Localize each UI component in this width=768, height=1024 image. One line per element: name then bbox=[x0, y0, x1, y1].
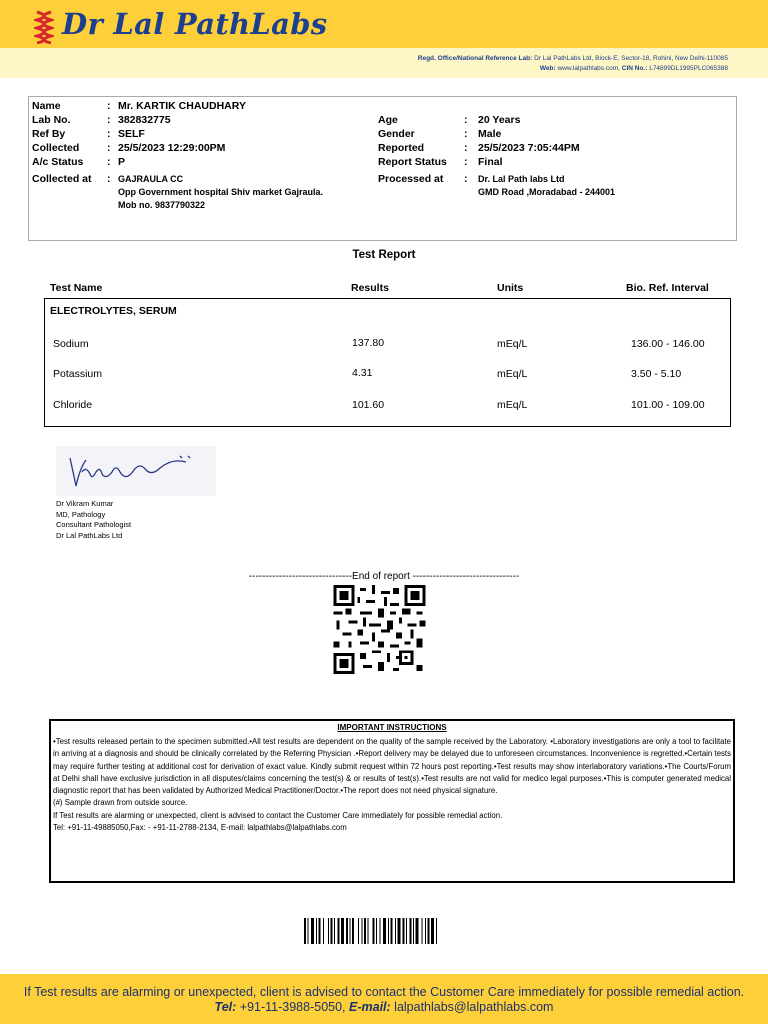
ac-status-label: A/c Status bbox=[32, 156, 84, 168]
column-header-test-name: Test Name bbox=[50, 282, 103, 294]
qr-code-icon bbox=[333, 585, 426, 674]
table-row-result: 137.80 bbox=[352, 337, 385, 349]
collected-at-line1: GAJRAULA CC bbox=[118, 174, 184, 184]
results-table bbox=[44, 298, 731, 427]
barcode-icon bbox=[304, 918, 472, 944]
table-row-name: Chloride bbox=[53, 399, 93, 411]
table-row-unit: mEq/L bbox=[497, 338, 528, 350]
important-instructions-box bbox=[49, 719, 735, 883]
age-label: Age bbox=[378, 114, 398, 126]
report-status-label: Report Status bbox=[378, 156, 447, 168]
collected-at-line3: Mob no. 9837790322 bbox=[118, 200, 206, 210]
instructions-title: IMPORTANT INSTRUCTIONS bbox=[337, 723, 447, 732]
gender-label: Gender bbox=[378, 128, 415, 140]
reported-value: 25/5/2023 7:05:44PM bbox=[478, 142, 580, 154]
signatory-title: Consultant Pathologist bbox=[56, 520, 132, 529]
lab-no-value: 382832775 bbox=[118, 114, 171, 126]
ref-by-label: Ref By bbox=[32, 128, 66, 140]
reported-label: Reported bbox=[378, 142, 425, 154]
table-row-ref: 3.50 - 5.10 bbox=[631, 368, 682, 380]
table-row-ref: 136.00 - 146.00 bbox=[631, 338, 705, 350]
table-row-result: 101.60 bbox=[352, 399, 385, 411]
test-report-title: Test Report bbox=[352, 249, 416, 261]
column-header-units: Units bbox=[497, 282, 524, 294]
test-group-title: ELECTROLYTES, SERUM bbox=[50, 305, 177, 317]
collected-at-line2: Opp Government hospital Shiv market Gajraula. bbox=[118, 187, 324, 197]
ac-status-value: P bbox=[118, 156, 126, 168]
age-value: 20 Years bbox=[478, 114, 521, 126]
table-row-name: Potassium bbox=[53, 368, 103, 380]
processed-at-label: Processed at bbox=[378, 173, 444, 185]
signature-image bbox=[56, 446, 216, 496]
instructions-paragraph: •Test results released pertain to the specimen submitted.•All test results are dependent on the quality of the sample received by the Laboratory. •Laboratory investigations are only a tool to facilitate in arriving at a diagnosis and should be clinically correlated by the Referring Physician .•Report delivery may be delayed due to unforeseen circumstances. Inconvenience is regretted.•Certain tests may require further testing at additional cost for derivation of exact value. Kindly submit request within 72 hours post reporting.•Test results may show interlaboratory variations.•The Courts/Forum at Delhi shall have exclusive jurisdiction in all disputes/claims concerning the test(s) & or results of test(s).•Test results are not valid for medico legal purposes.•This is computer generated medical diagnostic report that has been validated by Authorized Medical Practitioner/Doctor.•The report does not need physical signature. bbox=[53, 737, 731, 796]
collected-at-label: Collected at bbox=[32, 173, 92, 185]
name-label: Name bbox=[32, 100, 61, 112]
brand-logo-text: Dr Lal PathLabs bbox=[62, 7, 328, 41]
table-row-result: 4.31 bbox=[352, 367, 373, 379]
column-header-results: Results bbox=[351, 282, 389, 294]
ref-by-value: SELF bbox=[118, 128, 145, 140]
dna-logo-icon bbox=[34, 10, 54, 44]
patient-name: Mr. KARTIK CHAUDHARY bbox=[118, 100, 246, 112]
processed-at-line2: GMD Road ,Moradabad - 244001 bbox=[478, 187, 616, 197]
end-of-report: -------------------------------End of report -------------------------------- bbox=[248, 571, 520, 582]
footer-contact: Tel: +91-11-3988-5050, E-mail: lalpathlabs@lalpathlabs.com bbox=[214, 1000, 554, 1014]
collected-label: Collected bbox=[32, 142, 80, 154]
table-row-ref: 101.00 - 109.00 bbox=[631, 399, 705, 411]
table-row-name: Sodium bbox=[53, 338, 89, 350]
instructions-body bbox=[53, 736, 731, 834]
instructions-contact: Tel: +91-11-49885050,Fax: - +91-11-2788-2134, E-mail: lalpathlabs@lalpathlabs.com bbox=[53, 823, 347, 833]
lab-no-label: Lab No. bbox=[32, 114, 71, 126]
table-row-unit: mEq/L bbox=[497, 368, 528, 380]
signatory-degree: MD, Pathology bbox=[56, 509, 106, 519]
gender-value: Male bbox=[478, 128, 502, 140]
collected-value: 25/5/2023 12:29:00PM bbox=[118, 142, 226, 154]
signatory-org: Dr Lal PathLabs Ltd bbox=[56, 530, 123, 540]
column-header-ref-interval: Bio. Ref. Interval bbox=[626, 282, 709, 294]
report-status-value: Final bbox=[478, 156, 503, 168]
signatory-name: Dr Vikram Kumar bbox=[56, 499, 114, 508]
footer-bar bbox=[0, 974, 768, 1024]
processed-at-line1: Dr. Lal Path labs Ltd bbox=[478, 174, 565, 184]
instructions-paragraph: (#) Sample drawn from outside source. bbox=[53, 798, 188, 808]
instructions-paragraph: If Test results are alarming or unexpected, client is advised to contact the Customer Care immediately for possible remedial action. bbox=[53, 810, 503, 820]
table-row-unit: mEq/L bbox=[497, 399, 528, 411]
registered-office-info: Regd. Office/National Reference Lab: Dr Lal PathLabs Ltd, Block-E, Sector-18, Rohini, New Delhi-110085 Web: www.lalpathlabs.com, CIN No.: L74899DL1995PLC065388 bbox=[417, 55, 728, 72]
signatory-details bbox=[56, 499, 131, 541]
footer-notice: If Test results are alarming or unexpected, client is advised to contact the Customer Care immediately for possible remedial action. bbox=[23, 985, 745, 999]
